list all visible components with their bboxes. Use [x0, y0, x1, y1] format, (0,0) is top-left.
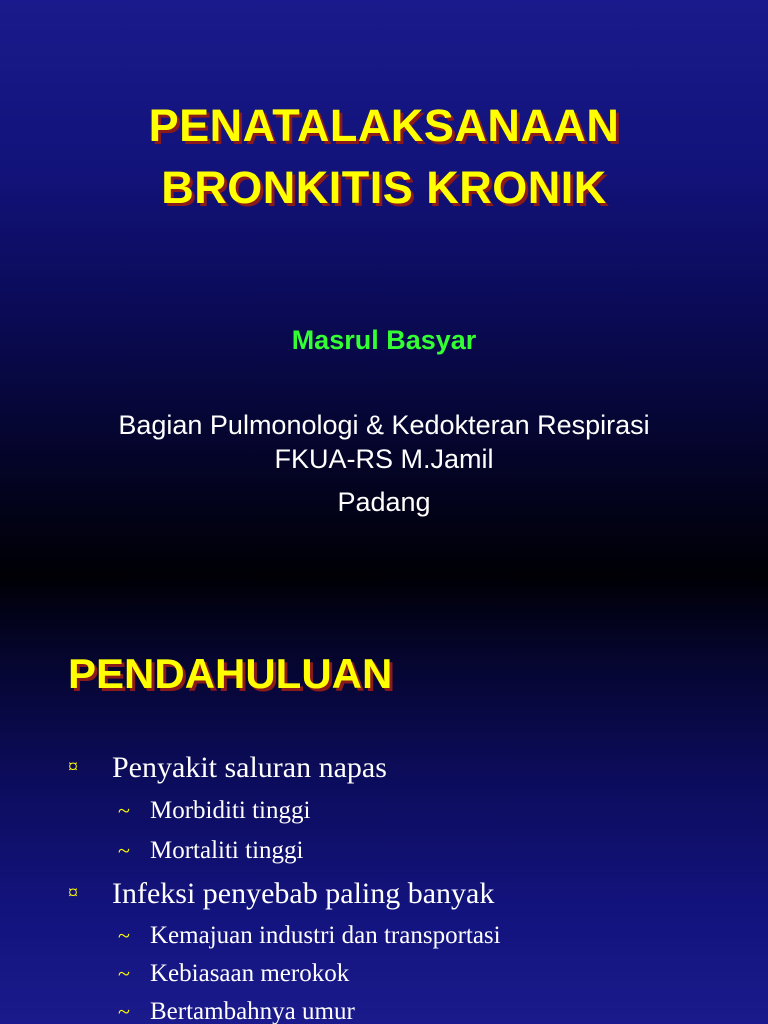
sub-list-item: [118, 998, 355, 1024]
affiliation-city: Padang: [337, 487, 431, 517]
introduction-slide: [0, 576, 768, 1024]
list-item-text: Penyakit saluran napas: [112, 751, 387, 784]
section-heading: PENDAHULUAN: [68, 650, 393, 697]
tilde-bullet-icon: ~: [118, 999, 130, 1024]
title-line-2: BRONKITIS KRONIK: [161, 162, 607, 213]
affiliation-department: Bagian Pulmonologi & Kedokteran Respirasi: [118, 410, 650, 440]
tilde-bullet-icon: ~: [118, 923, 130, 948]
list-item-text: Infeksi penyebab paling banyak: [112, 877, 495, 910]
sub-list-item-text: Kebiasaan merokok: [150, 960, 350, 987]
sub-list-item-text: Bertambahnya umur: [150, 998, 355, 1024]
sub-list-item-text: Morbiditi tinggi: [150, 797, 311, 824]
tilde-bullet-icon: ~: [118, 798, 130, 823]
tilde-bullet-icon: ~: [118, 838, 130, 863]
tilde-bullet-icon: ~: [118, 961, 130, 986]
sub-list-item-text: Kemajuan industri dan transportasi: [150, 922, 501, 949]
sub-list-item: [118, 837, 303, 865]
affiliation-institution: FKUA-RS M.Jamil: [274, 444, 494, 474]
author-name: Masrul Basyar: [291, 325, 477, 355]
title-line-1: PENATALAKSANAAN: [148, 100, 620, 151]
bullet-icon: ¤: [68, 756, 78, 778]
list-item: [68, 877, 494, 911]
bullet-icon: ¤: [68, 882, 78, 904]
sub-list-item: [118, 922, 501, 950]
sub-list-item: [118, 960, 349, 988]
sub-list-item-text: Mortaliti tinggi: [150, 837, 304, 864]
sub-list-item: [118, 797, 310, 825]
list-item: [68, 751, 387, 785]
